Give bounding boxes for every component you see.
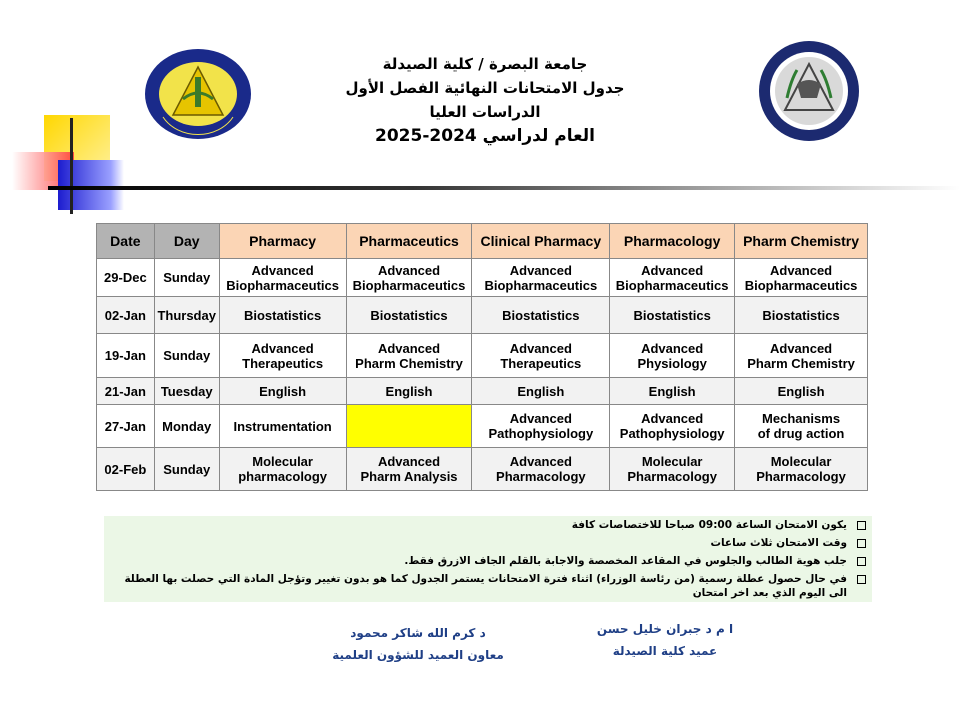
subject-line: Therapeutics [242, 355, 324, 371]
subject-line: Pathophysiology [488, 426, 594, 441]
subject-line: Mechanisms [762, 411, 841, 426]
subject-line: Biopharmaceutics [352, 277, 466, 293]
date-cell: 02-Jan [97, 297, 155, 334]
pharmacology-subject-cell [610, 259, 735, 297]
university-of-basrah-logo [143, 47, 253, 145]
pharmacology-subject-cell [610, 378, 735, 405]
subject-line: Advanced [641, 262, 704, 278]
table-body [97, 259, 868, 491]
note-text: وقت الامتحان ثلاث ساعات [710, 537, 847, 549]
day-cell: Thursday [154, 297, 219, 334]
pharmaceutics-subject-cell [346, 405, 472, 448]
subject-line: Advanced [641, 340, 704, 356]
note-item [104, 552, 872, 570]
subject-line: Pharm Chemistry [747, 355, 855, 371]
subject-line: Pharmacology [496, 469, 586, 484]
subject-line: English [777, 383, 825, 399]
subject-line: Therapeutics [500, 355, 582, 371]
subject-line: Biopharmaceutics [484, 277, 598, 293]
pharm-chemistry-subject-cell [735, 405, 868, 448]
pharmaceutics-subject-cell [346, 297, 472, 334]
exam-schedule-table [96, 223, 868, 491]
checkbox-bullet-icon [857, 521, 866, 530]
day-cell: Sunday [154, 448, 219, 491]
pharmaceutics-subject-cell [346, 378, 472, 405]
note-text: جلب هوية الطالب والجلوس في المقاعد المخصصة والاجابة بالقلم الجاف الازرق فقط. [404, 555, 847, 567]
subject-line: Biopharmaceutics [226, 277, 339, 293]
academic-year: العام لدراسي 2024-2025 [375, 126, 595, 146]
subject-line: Molecular [252, 454, 313, 469]
pharmaceutics-subject-cell [346, 448, 472, 491]
table-row [97, 448, 868, 491]
column-header-pharmacy: Pharmacy [219, 224, 346, 259]
table-row [97, 297, 868, 334]
pharm-chemistry-subject-cell [735, 448, 868, 491]
pharm-chemistry-subject-cell [735, 378, 868, 405]
checkbox-bullet-icon [857, 557, 866, 566]
subject-line: Biostatistics [370, 307, 448, 323]
table-row [97, 378, 868, 405]
pharmacy-subject-cell [219, 334, 346, 378]
clinical-pharmacy-subject-cell [472, 448, 610, 491]
column-header-clinical-pharmacy: Clinical Pharmacy [472, 224, 610, 259]
document-header [320, 52, 650, 148]
clinical-pharmacy-subject-cell [472, 297, 610, 334]
clinical-pharmacy-subject-cell [472, 405, 610, 448]
pharmacy-subject-cell [219, 378, 346, 405]
pharm-chemistry-subject-cell [735, 297, 868, 334]
day-cell: Sunday [154, 259, 219, 297]
date-cell: 21-Jan [97, 378, 155, 405]
subject-line: Biostatistics [762, 307, 840, 323]
subject-line: Physiology [637, 355, 707, 371]
date-cell: 19-Jan [97, 334, 155, 378]
table-row [97, 405, 868, 448]
clinical-pharmacy-subject-cell [472, 378, 610, 405]
pharmaceutics-subject-cell [346, 259, 472, 297]
subject-line: Advanced [509, 411, 572, 426]
date-cell: 29-Dec [97, 259, 155, 297]
pharmacy-subject-cell [219, 405, 346, 448]
note-text: في حال حصول عطلة رسمية (من رئاسة الوزراء) اثناء فترة الامتحانات يستمر الجدول كما هو بدون تغيير وتؤجل المادة التي حصلت بها العطلة الى اليوم الذي بعد اخر امتحان [124, 573, 847, 599]
subject-line: Biopharmaceutics [744, 277, 858, 293]
checkbox-bullet-icon [857, 539, 866, 548]
subject-line: Biostatistics [633, 307, 711, 323]
column-header-pharmaceutics: Pharmaceutics [346, 224, 472, 259]
signature-right-name: ا م د جبران خليل حسن [596, 622, 734, 636]
table-header-row [97, 224, 868, 259]
day-cell: Tuesday [154, 378, 219, 405]
subject-line: Advanced [377, 454, 441, 469]
note-item [104, 516, 872, 534]
column-header-pharm-chemistry: Pharm Chemistry [735, 224, 868, 259]
column-header-pharmacology: Pharmacology [610, 224, 735, 259]
subject-line: Molecular [641, 454, 703, 469]
pharmacology-subject-cell [610, 448, 735, 491]
pharmacy-subject-cell [219, 448, 346, 491]
subject-line: Advanced [377, 340, 441, 356]
subject-line: English [259, 383, 307, 399]
subject-line: Advanced [377, 262, 441, 278]
note-item [104, 534, 872, 552]
signature-right [570, 618, 760, 662]
subject-line: Pathophysiology [619, 426, 725, 441]
subject-line: Advanced [509, 262, 572, 278]
pharmaceutics-subject-cell [346, 334, 472, 378]
clinical-pharmacy-subject-cell [472, 334, 610, 378]
signature-left-name: د كرم الله شاكر محمود [350, 626, 486, 640]
note-text: يكون الامتحان الساعة 09:00 صباحا للاختصاصات كافة [571, 519, 847, 531]
day-cell: Monday [154, 405, 219, 448]
column-header-date: Date [97, 224, 155, 259]
pharm-chemistry-subject-cell [735, 334, 868, 378]
subject-line: Biostatistics [502, 307, 580, 323]
subject-line: Advanced [509, 454, 572, 469]
note-item [104, 570, 872, 602]
signature-right-title: عميد كلية الصيدلة [612, 644, 718, 658]
pharmacy-subject-cell [219, 259, 346, 297]
subject-line: Pharmacology [627, 469, 717, 484]
program-title: الدراسات العليا [429, 103, 541, 121]
table-row [97, 259, 868, 297]
pharmacology-subject-cell [610, 334, 735, 378]
checkbox-bullet-icon [857, 575, 866, 584]
pharmacology-subject-cell [610, 405, 735, 448]
exam-instructions [104, 516, 872, 602]
clinical-pharmacy-subject-cell [472, 259, 610, 297]
subject-line: English [648, 383, 696, 399]
signature-left [318, 622, 518, 666]
subject-line: Advanced [509, 340, 572, 356]
subject-line: Pharm Analysis [360, 469, 458, 484]
subject-line: Instrumentation [233, 418, 332, 434]
subject-line: Advanced [641, 411, 704, 426]
date-cell: 27-Jan [97, 405, 155, 448]
subject-line: of drug action [757, 426, 845, 441]
subject-line: Advanced [769, 340, 833, 356]
header-divider [48, 186, 960, 190]
pharmacology-subject-cell [610, 297, 735, 334]
subject-line: Biopharmaceutics [615, 277, 729, 293]
exam-schedule-title: جدول الامتحانات النهائية الفصل الأول [345, 79, 625, 97]
table-row [97, 334, 868, 378]
subject-line: Biostatistics [243, 307, 322, 323]
signature-left-title: معاون العميد للشؤون العلمية [332, 648, 504, 662]
subject-line: English [517, 383, 565, 399]
subject-line: Advanced [769, 262, 833, 278]
decor-vertical-line [70, 118, 73, 214]
pharmacy-college-logo [757, 40, 861, 146]
subject-line: Advanced [251, 262, 314, 278]
day-cell: Sunday [154, 334, 219, 378]
subject-line: Advanced [251, 340, 314, 356]
university-college-title: جامعة البصرة / كلية الصيدلة [382, 55, 588, 73]
column-header-day: Day [154, 224, 219, 259]
subject-line: English [385, 383, 433, 399]
date-cell: 02-Feb [97, 448, 155, 491]
subject-line: Pharmacology [756, 469, 846, 484]
pharm-chemistry-subject-cell [735, 259, 868, 297]
decor-blue-square [58, 160, 124, 210]
pharmacy-subject-cell [219, 297, 346, 334]
subject-line: Molecular [770, 454, 832, 469]
subject-line: pharmacology [238, 469, 328, 484]
subject-line: Pharm Chemistry [355, 355, 463, 371]
